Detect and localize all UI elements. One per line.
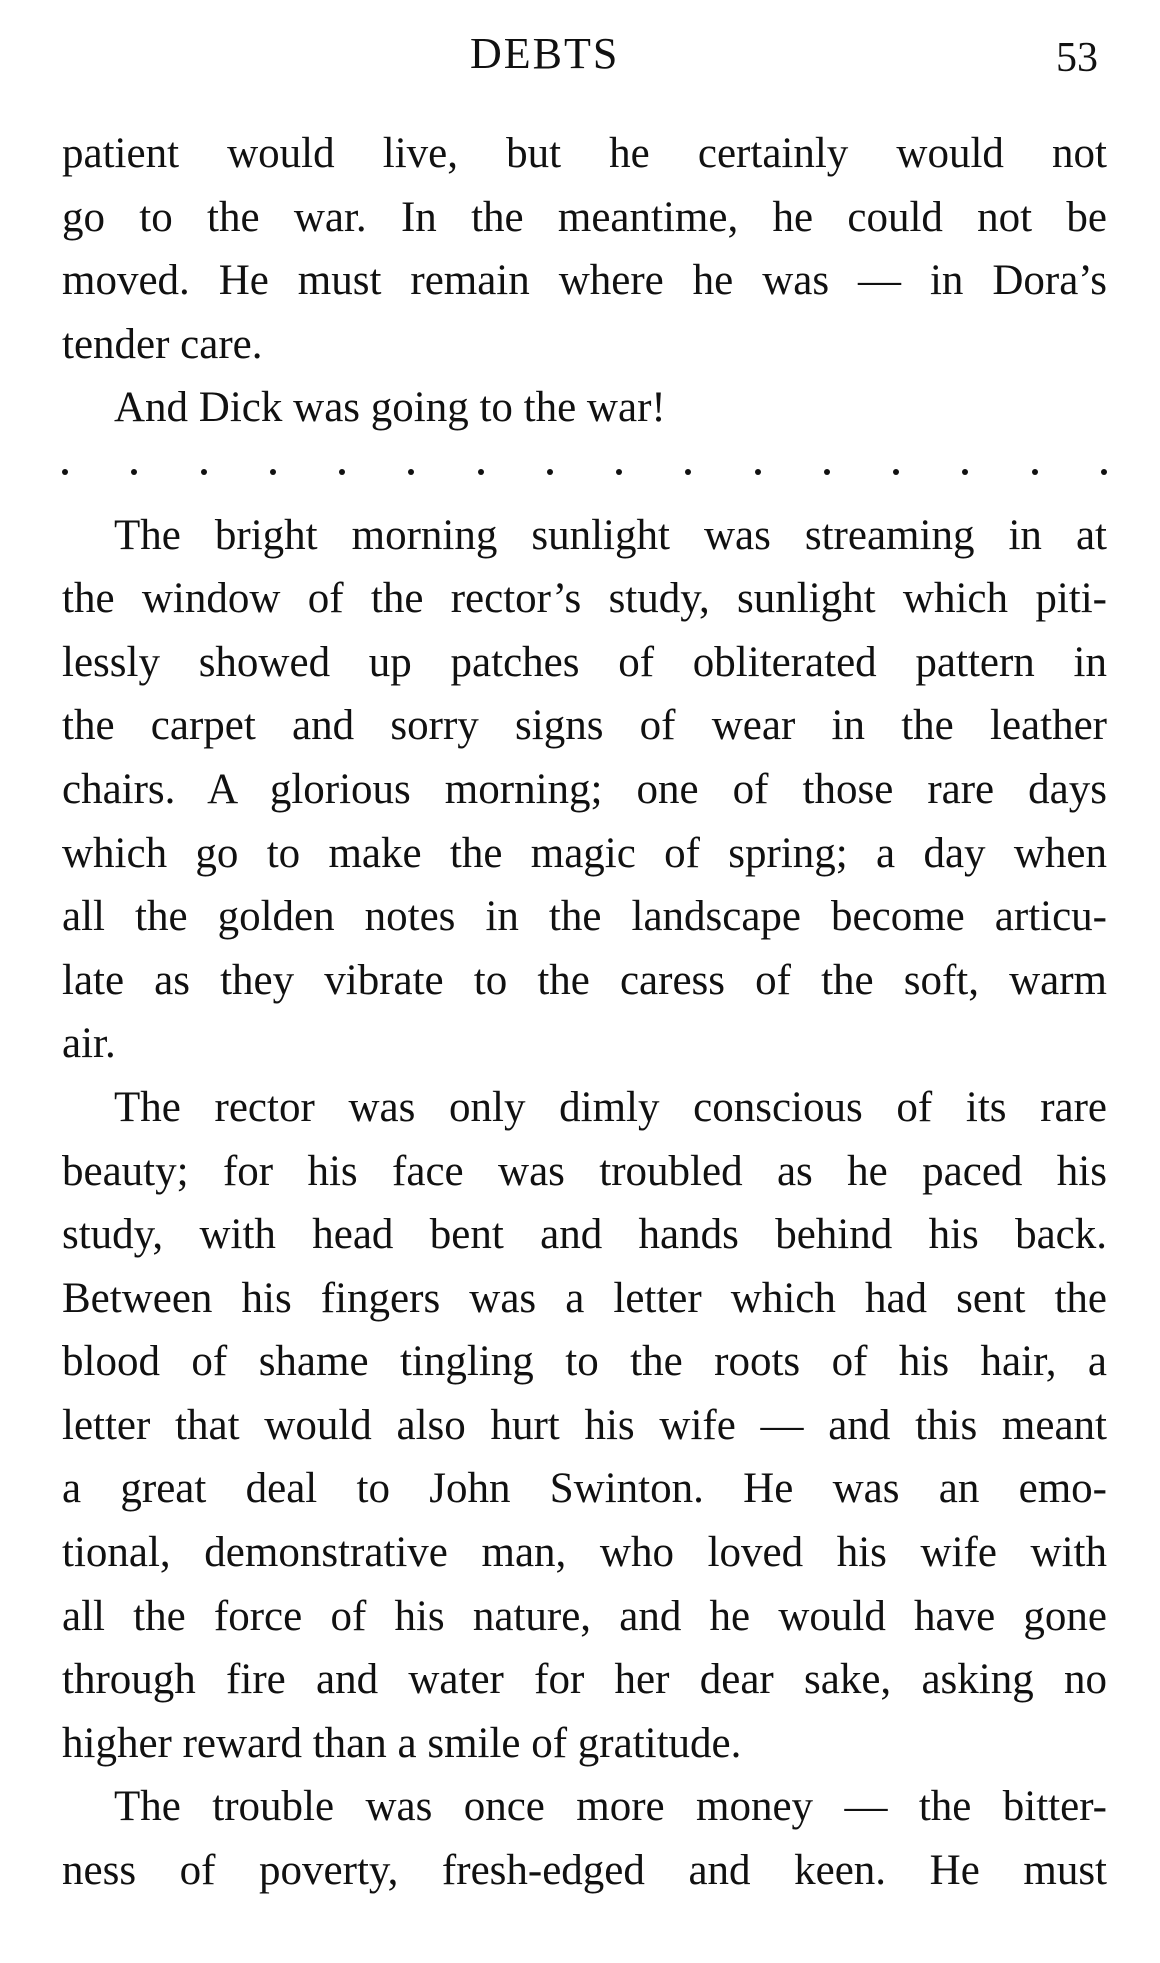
text-line: The rector was only dimly conscious of its rare: [114, 1083, 1107, 1131]
section-break-dots: [62, 440, 1107, 504]
text-line: which go to make the magic of spring; a day when: [62, 829, 1107, 877]
text-line: chairs. A glorious morning; one of those rare days: [62, 765, 1107, 813]
text-line: go to the war. In the meantime, he could not be: [62, 193, 1107, 241]
text-line: beauty; for his face was troubled as he paced his: [62, 1147, 1107, 1195]
text-line: tender care.: [62, 320, 263, 368]
text-line: moved. He must remain where he was — in Dora’s: [62, 257, 1107, 305]
ellipsis-dot: [408, 469, 414, 475]
page-number: 53: [1056, 35, 1098, 81]
ellipsis-dot: [62, 469, 68, 475]
text-line: a great deal to John Swinton. He was an emo-: [62, 1465, 1107, 1513]
text-line: the window of the rector’s study, sunlight which piti-: [62, 575, 1107, 623]
ellipsis-dot: [201, 469, 207, 475]
ellipsis-dot: [131, 469, 137, 475]
ellipsis-dot: [616, 469, 622, 475]
text-line: through fire and water for her dear sake, asking no: [62, 1656, 1107, 1704]
ellipsis-dot: [893, 469, 899, 475]
text-line: study, with head bent and hands behind his back.: [62, 1211, 1107, 1259]
ellipsis-dot: [339, 469, 345, 475]
ellipsis-dot: [1032, 469, 1038, 475]
ellipsis-dot: [685, 469, 691, 475]
running-head: [0, 28, 1160, 88]
text-line: blood of shame tingling to the roots of his hair, a: [62, 1338, 1107, 1386]
ellipsis-dot: [270, 469, 276, 475]
text-line: lessly showed up patches of obliterated pattern in: [62, 638, 1107, 686]
ellipsis-dot: [478, 469, 484, 475]
text-line: air.: [62, 1020, 116, 1068]
text-line: all the force of his nature, and he would have gone: [62, 1592, 1107, 1640]
text-line: letter that would also hurt his wife — and this meant: [62, 1401, 1107, 1449]
text-line: And Dick was going to the war!: [114, 384, 666, 432]
ellipsis-dot: [962, 469, 968, 475]
text-line: all the golden notes in the landscape become articu-: [62, 893, 1107, 941]
running-title: DEBTS: [470, 29, 620, 78]
text-line: The bright morning sunlight was streaming in at: [114, 511, 1107, 559]
text-line: late as they vibrate to the caress of the soft, warm: [62, 956, 1107, 1004]
text-line: tional, demonstrative man, who loved his wife with: [62, 1529, 1107, 1577]
ellipsis-dot: [824, 469, 830, 475]
text-line: higher reward than a smile of gratitude.: [62, 1719, 742, 1767]
ellipsis-dot: [755, 469, 761, 475]
text-line: the carpet and sorry signs of wear in the leather: [62, 702, 1107, 750]
text-line: Between his fingers was a letter which had sent the: [62, 1274, 1107, 1322]
text-line: patient would live, but he certainly would not: [62, 130, 1107, 177]
body-text: [62, 122, 1107, 1903]
ellipsis-dot: [1101, 469, 1107, 475]
ellipsis-dot: [547, 469, 553, 475]
text-line: ness of poverty, fresh-edged and keen. He must: [62, 1847, 1107, 1895]
text-line: The trouble was once more money — the bitter-: [114, 1783, 1107, 1831]
